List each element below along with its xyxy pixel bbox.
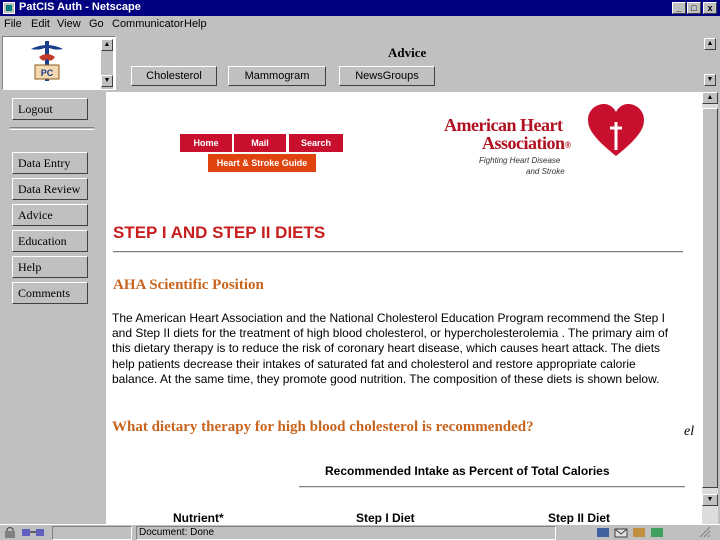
menu-go[interactable]: Go xyxy=(89,18,104,30)
status-bar xyxy=(0,524,720,540)
content-frame xyxy=(106,92,702,524)
table-title: Recommended Intake as Percent of Total Calories xyxy=(325,464,610,478)
registered-mark: ® xyxy=(564,139,571,150)
connection-icon xyxy=(22,527,44,538)
progress-bar xyxy=(52,526,132,540)
nav-data-review[interactable]: Data Review xyxy=(12,178,88,200)
scroll-down-icon[interactable]: ▼ xyxy=(101,75,113,87)
component-bar-discussion-icon[interactable] xyxy=(632,527,646,538)
aha-logo-line1: American Heart xyxy=(444,115,563,135)
aha-tagline2: and Stroke xyxy=(526,167,565,176)
tab-newsgroups[interactable]: NewsGroups xyxy=(339,66,435,86)
scroll-down-icon[interactable]: ▼ xyxy=(702,494,718,506)
vertical-scrollbar[interactable] xyxy=(702,92,718,524)
security-icon[interactable] xyxy=(4,527,16,538)
window-title: PatCIS Auth - Netscape xyxy=(19,1,141,13)
component-bar-mail-icon[interactable] xyxy=(614,527,628,538)
main-heading: STEP I AND STEP II DIETS xyxy=(113,223,326,242)
svg-text:PC: PC xyxy=(40,68,54,78)
netscape-window-icon[interactable] xyxy=(3,2,15,14)
column-header-nutrient: Nutrient* xyxy=(173,511,224,524)
maximize-button[interactable]: □ xyxy=(687,2,701,14)
logo-frame xyxy=(2,36,116,90)
tab-mammogram[interactable]: Mammogram xyxy=(228,66,326,86)
aha-tagline1: Fighting Heart Disease xyxy=(479,156,561,165)
logo-scrollbar[interactable] xyxy=(101,39,113,89)
top-frame-scrollbar[interactable] xyxy=(704,36,716,90)
aha-logo-line2 xyxy=(482,133,571,154)
menu-view[interactable]: View xyxy=(57,18,81,30)
column-header-step2: Step II Diet xyxy=(548,511,611,524)
minimize-button[interactable]: _ xyxy=(672,2,686,14)
title-bar xyxy=(0,0,720,16)
close-button[interactable]: x xyxy=(703,2,717,14)
body-paragraph: The American Heart Association and the National Cholesterol Education Program recommend the Step I and Step II diets for the treatment of high blood cholesterol, or hypercholesterolemia . The primary aim of this dietary therapy is to reduce the risk of coronary heart disease, which causes heart attack. The diets help patients decrease their intakes of saturated fat and cholesterol and restore appropriate calorie balance. At the same time, they promote good nutrition. The composition of these diets is shown below. xyxy=(112,311,669,386)
column-header-step1: Step I Diet xyxy=(356,511,415,524)
nav-divider xyxy=(10,127,94,130)
search-button[interactable]: Search xyxy=(289,134,343,152)
aha-heart-torch-icon xyxy=(586,100,646,160)
divider xyxy=(113,251,683,253)
menu-bar xyxy=(0,16,720,34)
scroll-up-icon[interactable]: ▲ xyxy=(101,39,113,51)
left-nav xyxy=(0,92,106,524)
question-heading: What dietary therapy for high blood cholesterol is recommended? xyxy=(112,419,534,435)
nav-comments[interactable]: Comments xyxy=(12,282,88,304)
menu-communicator[interactable]: Communicator xyxy=(112,18,184,30)
nav-education[interactable]: Education xyxy=(12,230,88,252)
scrollbar-thumb[interactable] xyxy=(702,108,718,488)
mail-button[interactable]: Mail xyxy=(234,134,286,152)
scroll-up-icon[interactable]: ▲ xyxy=(704,38,716,50)
component-bar-composer-icon[interactable] xyxy=(650,527,664,538)
page-title: Advice xyxy=(388,45,427,60)
top-frame xyxy=(0,34,720,92)
overflow-text: el xyxy=(684,424,695,439)
home-button[interactable]: Home xyxy=(180,134,232,152)
scroll-down-icon[interactable]: ▼ xyxy=(704,74,716,86)
nav-help[interactable]: Help xyxy=(12,256,88,278)
patcis-logo-icon xyxy=(7,37,103,89)
status-text: Document: Done xyxy=(136,526,556,540)
logout-button[interactable]: Logout xyxy=(12,98,88,120)
menu-edit[interactable]: Edit xyxy=(31,18,50,30)
sub-heading: AHA Scientific Position xyxy=(113,277,264,293)
menu-file[interactable]: File xyxy=(4,18,22,30)
component-bar-navigator-icon[interactable] xyxy=(596,527,610,538)
nav-data-entry[interactable]: Data Entry xyxy=(12,152,88,174)
heart-stroke-guide-button[interactable]: Heart & Stroke Guide xyxy=(208,154,316,172)
nav-advice[interactable]: Advice xyxy=(12,204,88,226)
menu-help[interactable]: Help xyxy=(184,18,207,30)
tab-cholesterol[interactable]: Cholesterol xyxy=(131,66,217,86)
resize-grip-icon[interactable] xyxy=(688,527,712,538)
scroll-up-icon[interactable]: ▲ xyxy=(702,92,718,104)
table-divider xyxy=(299,486,685,488)
aha-logo-association: Association xyxy=(482,133,565,153)
